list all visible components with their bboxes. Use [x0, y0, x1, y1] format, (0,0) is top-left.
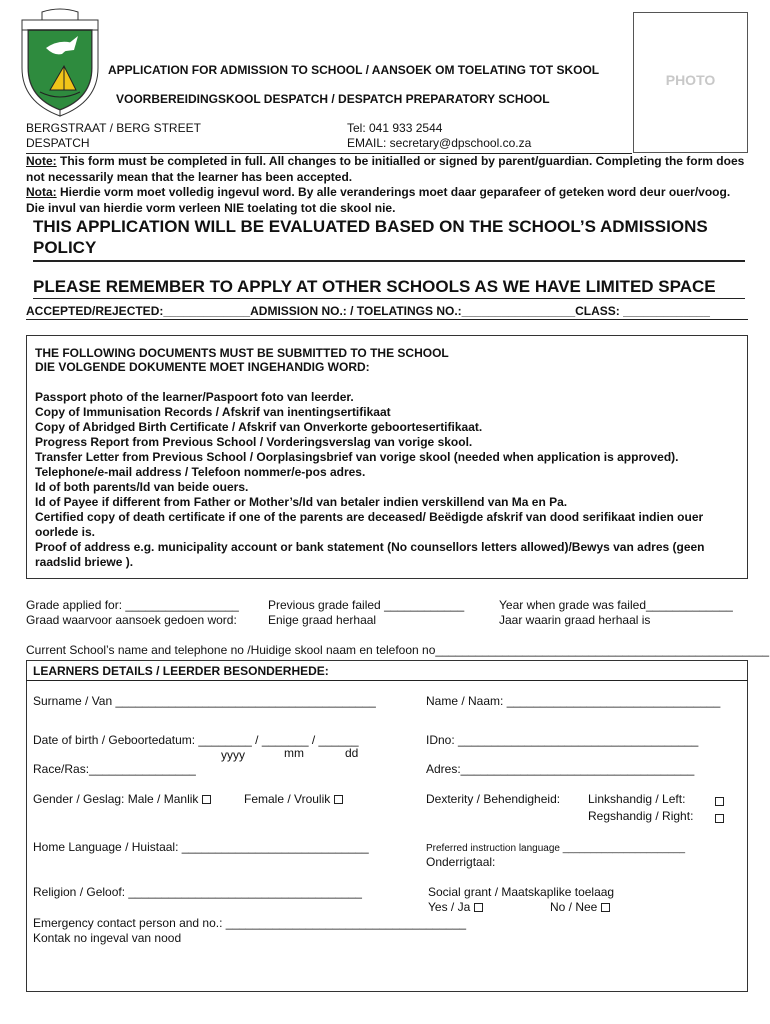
id-number-field[interactable]: IDno: ____________________________________	[426, 733, 699, 747]
year-failed-label-af: Jaar waarin graad herhaal is	[499, 613, 651, 627]
emergency-contact-field[interactable]: Emergency contact person and no.: ____________________________________	[33, 916, 467, 930]
gender-male-option[interactable]	[33, 792, 211, 807]
policy-notice: THIS APPLICATION WILL BE EVALUATED BASED ON THE SCHOOL’S ADMISSIONS POLICY	[33, 217, 708, 257]
nota-text: Hierdie vorm moet volledig ingevul word. By alle veranderings moet daar geparafeer of geteken word deur ouer/voog. Die invul van hierdie vorm verleen NIE toelating tot die skool nie.	[26, 185, 731, 215]
preferred-language-field[interactable]: Preferred instruction language ______________________	[426, 843, 686, 854]
current-school-field[interactable]: Current School’s name and telephone no /Huidige skool naam en telefoon no__________________________________________________	[26, 643, 770, 657]
note-afrikaans	[26, 185, 748, 216]
surname-field[interactable]: Surname / Van _______________________________________	[33, 694, 376, 708]
year-failed-field[interactable]: Year when grade was failed_____________	[499, 598, 733, 612]
documents-list	[35, 390, 743, 570]
list-item: Id of Payee if different from Father or Mother’s/Id van betaler indien verskillend van Ma en Pa.	[35, 495, 568, 509]
office-use-line: ACCEPTED/REJECTED:_____________ADMISSION NO.: / TOELATINGS NO.:_________________CLASS: _____________	[26, 304, 710, 318]
address-line-2: DESPATCH	[26, 136, 90, 150]
note-section	[26, 154, 748, 216]
list-item: Id of both parents/Id van beide ouers.	[35, 480, 249, 494]
gender-female-option[interactable]	[244, 792, 343, 807]
address-line-1: BERGSTRAAT / BERG STREET	[26, 121, 201, 135]
gender-female-label: Female / Vroulik	[244, 792, 331, 806]
male-checkbox[interactable]	[202, 795, 211, 804]
limited-space-notice: PLEASE REMEMBER TO APPLY AT OTHER SCHOOLS AS WE HAVE LIMITED SPACE	[33, 277, 716, 296]
note-label: Note:	[26, 154, 57, 168]
dob-day-hint: dd	[345, 746, 359, 760]
dob-month-hint: mm	[284, 746, 304, 760]
photo-label: PHOTO	[665, 72, 716, 88]
documents-heading-af: DIE VOLGENDE DOKUMENTE MOET INGEHANDIG WORD:	[35, 360, 370, 374]
nota-label: Nota:	[26, 185, 57, 199]
documents-heading	[35, 346, 449, 374]
divider	[33, 260, 745, 262]
race-field[interactable]: Race/Ras:________________	[33, 762, 196, 776]
social-grant-label: Social grant / Maatskaplike toelaag	[428, 885, 615, 899]
school-name: VOORBEREIDINGSKOOL DESPATCH / DESPATCH PREPARATORY SCHOOL	[116, 92, 550, 106]
school-crest	[18, 6, 102, 118]
dob-year-hint: yyyy	[221, 748, 245, 762]
grant-yes-checkbox[interactable]	[474, 903, 483, 912]
photo-box	[633, 12, 748, 153]
school-email: EMAIL: secretary@dpschool.co.za	[347, 136, 532, 150]
religion-field[interactable]: Religion / Geloof: ___________________________________	[33, 885, 362, 899]
grant-no-checkbox[interactable]	[601, 903, 610, 912]
list-item: Certified copy of death certificate if one of the parents are deceased/ Beëdigde afskrif van dood serifikaat indien ouer oorlede is.	[35, 510, 704, 539]
name-field[interactable]: Name / Naam: ________________________________	[426, 694, 721, 708]
right-handed-checkbox[interactable]	[711, 811, 724, 825]
grant-yes-option[interactable]	[428, 900, 483, 915]
left-handed-checkbox[interactable]	[711, 794, 724, 808]
grant-no-option[interactable]	[550, 900, 610, 915]
note-text: This form must be completed in full. All changes to be initialled or signed by parent/guardian. Completing the form does not necessarily mean that the learner has been accepted.	[26, 154, 745, 184]
onderrigtaal-label: Onderrigtaal:	[426, 855, 496, 869]
left-handed-label: Linkshandig / Left:	[588, 792, 686, 806]
dexterity-label: Dexterity / Behendigheid:	[426, 792, 561, 806]
learner-details-heading: LEARNERS DETAILS / LEERDER BESONDERHEDE:	[33, 664, 329, 678]
divider	[33, 298, 745, 299]
list-item: Passport photo of the learner/Paspoort foto van leerder.	[35, 390, 354, 404]
date-of-birth-field[interactable]: Date of birth / Geboortedatum: ________ / _______ / ______	[33, 733, 359, 747]
documents-box	[26, 335, 748, 579]
right-handed-label: Regshandig / Right:	[588, 809, 694, 823]
list-item: Copy of Abridged Birth Certificate / Afskrif van Onverkorte geboortesertifikaat.	[35, 420, 483, 434]
emergency-contact-label-af: Kontak no ingeval van nood	[33, 931, 182, 945]
list-item: Transfer Letter from Previous School / Oorplasingsbrief van vorige skool (needed when application is approved).	[35, 450, 679, 464]
previous-grade-failed-label-af: Enige graad herhaal	[268, 613, 377, 627]
grant-no-label: No / Nee	[550, 900, 598, 914]
form-title: APPLICATION FOR ADMISSION TO SCHOOL / AANSOEK OM TOELATING TOT SKOOL	[108, 63, 600, 77]
grade-applied-field[interactable]: Grade applied for: _________________	[26, 598, 239, 612]
grant-yes-label: Yes / Ja	[428, 900, 471, 914]
address-field[interactable]: Adres:___________________________________	[426, 762, 695, 776]
grade-applied-label-af: Graad waarvoor aansoek gedoen word:	[26, 613, 237, 627]
documents-heading-en: THE FOLLOWING DOCUMENTS MUST BE SUBMITTED TO THE SCHOOL	[35, 346, 449, 360]
previous-grade-failed-field[interactable]: Previous grade failed ____________	[268, 598, 465, 612]
school-telephone: Tel: 041 933 2544	[347, 121, 443, 135]
gender-male-label: Gender / Geslag: Male / Manlik	[33, 792, 199, 806]
list-item: Proof of address e.g. municipality account or bank statement (No counsellors letters allowed)/Bewys van adres (geen raadslid briewe ).	[35, 540, 705, 569]
list-item: Progress Report from Previous School / Vorderingsverslag van vorige skool.	[35, 435, 473, 449]
divider	[26, 319, 748, 320]
home-language-field[interactable]: Home Language / Huistaal: ____________________________	[33, 840, 369, 854]
list-item: Copy of Immunisation Records / Afskrif van inentingsertifikaat	[35, 405, 391, 419]
list-item: Telephone/e-mail address / Telefoon nommer/e-pos adres.	[35, 465, 366, 479]
note-english	[26, 154, 748, 185]
female-checkbox[interactable]	[334, 795, 343, 804]
divider	[26, 680, 748, 681]
